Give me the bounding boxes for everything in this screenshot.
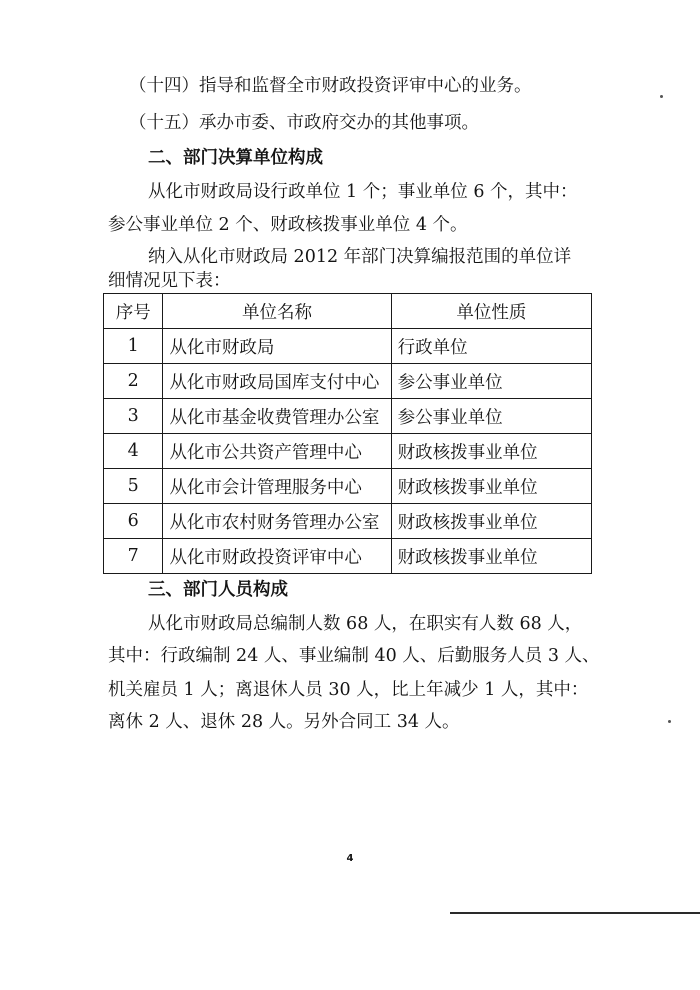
table-header-row: [104, 294, 592, 329]
section-3-heading: 三、部门人员构成: [148, 580, 288, 600]
scan-speck: [668, 720, 671, 723]
page-number: 4: [346, 853, 354, 864]
row-no: 5: [104, 469, 163, 504]
row-unit-type: 财政核拨事业单位: [391, 539, 591, 574]
row-no: 7: [104, 539, 163, 574]
section-3-line2: 其中：行政编制 24 人、事业编制 40 人、后勤服务人员 3 人、: [108, 646, 600, 666]
table-row: [104, 364, 592, 399]
row-unit-type: 行政单位: [391, 329, 591, 364]
row-no: 4: [104, 434, 163, 469]
row-unit-type: 财政核拨事业单位: [391, 504, 591, 539]
header-no: 序号: [104, 294, 163, 329]
section-2-para1-line2: 参公事业单位 2 个、财政核拨事业单位 4 个。: [108, 215, 468, 235]
section-3-line3: 机关雇员 1 人；离退休人员 30 人，比上年减少 1 人，其中：: [108, 680, 589, 700]
row-unit-name: 从化市公共资产管理中心: [163, 434, 391, 469]
row-unit-type: 参公事业单位: [391, 364, 591, 399]
row-unit-name: 从化市财政局: [163, 329, 391, 364]
table-row: [104, 504, 592, 539]
row-unit-type: 参公事业单位: [391, 399, 591, 434]
unit-table: [103, 293, 592, 574]
row-no: 6: [104, 504, 163, 539]
section-2-heading: 二、部门决算单位构成: [148, 148, 323, 168]
table-row: [104, 434, 592, 469]
scan-speck: [660, 95, 663, 98]
item-15: （十五）承办市委、市政府交办的其他事项。: [129, 113, 479, 133]
section-2-para1-line1: 从化市财政局设行政单位 1 个；事业单位 6 个，其中：: [148, 182, 578, 202]
table-row: [104, 469, 592, 504]
section-2-para2-line2: 细情况见下表：: [108, 271, 231, 291]
row-unit-name: 从化市财政局国库支付中心: [163, 364, 391, 399]
row-unit-name: 从化市基金收费管理办公室: [163, 399, 391, 434]
table-row: [104, 329, 592, 364]
section-3-line4: 离休 2 人、退休 28 人。另外合同工 34 人。: [108, 712, 460, 732]
table-row: [104, 399, 592, 434]
header-unit-type: 单位性质: [391, 294, 591, 329]
table-row: [104, 539, 592, 574]
section-2-para2-line1: 纳入从化市财政局 2012 年部门决算编报范围的单位详: [148, 247, 572, 267]
row-no: 3: [104, 399, 163, 434]
row-unit-type: 财政核拨事业单位: [391, 434, 591, 469]
row-unit-name: 从化市会计管理服务中心: [163, 469, 391, 504]
row-unit-type: 财政核拨事业单位: [391, 469, 591, 504]
row-unit-name: 从化市农村财务管理办公室: [163, 504, 391, 539]
header-unit-name: 单位名称: [163, 294, 391, 329]
row-no: 2: [104, 364, 163, 399]
row-no: 1: [104, 329, 163, 364]
section-3-line1: 从化市财政局总编制人数 68 人，在职实有人数 68 人，: [148, 614, 583, 634]
row-unit-name: 从化市财政投资评审中心: [163, 539, 391, 574]
scan-edge-line: [450, 912, 700, 914]
item-14: （十四）指导和监督全市财政投资评审中心的业务。: [129, 76, 532, 96]
